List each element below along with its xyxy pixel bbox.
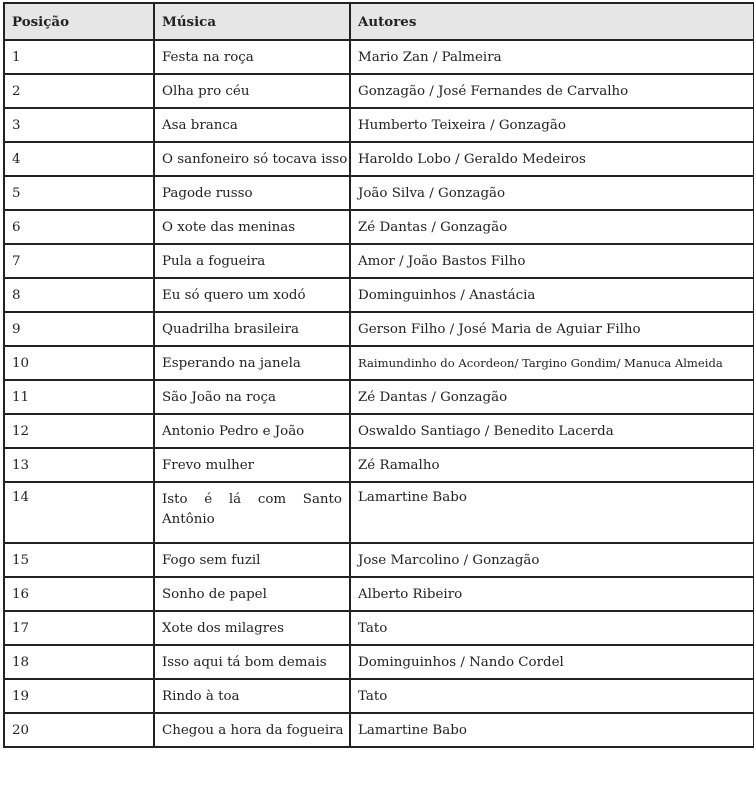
cell-posicao: 8 xyxy=(4,278,154,312)
header-row xyxy=(4,3,754,40)
cell-posicao: 4 xyxy=(4,142,154,176)
table-row xyxy=(4,108,754,142)
cell-autores: Dominguinhos / Nando Cordel xyxy=(350,645,754,679)
cell-autores: Tato xyxy=(350,679,754,713)
cell-autores: Zé Dantas / Gonzagão xyxy=(350,210,754,244)
header-autores: Autores xyxy=(350,3,754,40)
cell-posicao: 17 xyxy=(4,611,154,645)
table-row xyxy=(4,380,754,414)
cell-posicao: 19 xyxy=(4,679,154,713)
cell-autores: Oswaldo Santiago / Benedito Lacerda xyxy=(350,414,754,448)
table-row xyxy=(4,210,754,244)
cell-musica: Quadrilha brasileira xyxy=(154,312,350,346)
cell-posicao: 7 xyxy=(4,244,154,278)
cell-musica: Festa na roça xyxy=(154,40,350,74)
songs-table xyxy=(3,2,754,748)
cell-posicao: 11 xyxy=(4,380,154,414)
table-row xyxy=(4,611,754,645)
cell-posicao: 16 xyxy=(4,577,154,611)
cell-autores: Jose Marcolino / Gonzagão xyxy=(350,543,754,577)
cell-autores: Dominguinhos / Anastácia xyxy=(350,278,754,312)
cell-posicao: 15 xyxy=(4,543,154,577)
cell-musica: O xote das meninas xyxy=(154,210,350,244)
table-row xyxy=(4,645,754,679)
cell-posicao: 1 xyxy=(4,40,154,74)
cell-autores: Zé Dantas / Gonzagão xyxy=(350,380,754,414)
cell-posicao: 18 xyxy=(4,645,154,679)
cell-musica: O sanfoneiro só tocava isso xyxy=(154,142,350,176)
cell-autores: Tato xyxy=(350,611,754,645)
cell-posicao: 12 xyxy=(4,414,154,448)
cell-autores: Gonzagão / José Fernandes de Carvalho xyxy=(350,74,754,108)
table-row xyxy=(4,679,754,713)
cell-musica: Frevo mulher xyxy=(154,448,350,482)
cell-musica: Rindo à toa xyxy=(154,679,350,713)
cell-autores: Alberto Ribeiro xyxy=(350,577,754,611)
cell-musica: Antonio Pedro e João xyxy=(154,414,350,448)
cell-musica: Eu só quero um xodó xyxy=(154,278,350,312)
cell-posicao: 10 xyxy=(4,346,154,380)
cell-musica: Isto é lá com Santo Antônio xyxy=(154,482,350,543)
table-row xyxy=(4,40,754,74)
cell-autores: Amor / João Bastos Filho xyxy=(350,244,754,278)
cell-musica: Pula a fogueira xyxy=(154,244,350,278)
table-row xyxy=(4,176,754,210)
table-row xyxy=(4,414,754,448)
cell-autores: Mario Zan / Palmeira xyxy=(350,40,754,74)
cell-posicao: 14 xyxy=(4,482,154,543)
cell-musica: Asa branca xyxy=(154,108,350,142)
table-row xyxy=(4,448,754,482)
cell-posicao: 3 xyxy=(4,108,154,142)
table-row xyxy=(4,577,754,611)
cell-musica: Xote dos milagres xyxy=(154,611,350,645)
cell-autores: Zé Ramalho xyxy=(350,448,754,482)
cell-musica: Pagode russo xyxy=(154,176,350,210)
cell-posicao: 20 xyxy=(4,713,154,747)
cell-autores: Gerson Filho / José Maria de Aguiar Filho xyxy=(350,312,754,346)
table-row xyxy=(4,543,754,577)
cell-posicao: 9 xyxy=(4,312,154,346)
table-row xyxy=(4,74,754,108)
cell-autores: João Silva / Gonzagão xyxy=(350,176,754,210)
cell-autores: Haroldo Lobo / Geraldo Medeiros xyxy=(350,142,754,176)
cell-musica: São João na roça xyxy=(154,380,350,414)
table-row xyxy=(4,312,754,346)
cell-posicao: 6 xyxy=(4,210,154,244)
header-posicao: Posição xyxy=(4,3,154,40)
cell-autores: Raimundinho do Acordeon/ Targino Gondim/ Manuca Almeida xyxy=(350,346,754,380)
cell-autores: Lamartine Babo xyxy=(350,713,754,747)
cell-musica: Fogo sem fuzil xyxy=(154,543,350,577)
cell-autores: Humberto Teixeira / Gonzagão xyxy=(350,108,754,142)
cell-posicao: 2 xyxy=(4,74,154,108)
table-row xyxy=(4,346,754,380)
table-row xyxy=(4,713,754,747)
cell-posicao: 13 xyxy=(4,448,154,482)
cell-musica: Sonho de papel xyxy=(154,577,350,611)
cell-musica: Esperando na janela xyxy=(154,346,350,380)
table-row xyxy=(4,244,754,278)
cell-musica: Chegou a hora da fogueira xyxy=(154,713,350,747)
table-row xyxy=(4,278,754,312)
cell-posicao: 5 xyxy=(4,176,154,210)
cell-autores: Lamartine Babo xyxy=(350,482,754,543)
cell-musica: Olha pro céu xyxy=(154,74,350,108)
table-row xyxy=(4,482,754,543)
cell-musica: Isso aqui tá bom demais xyxy=(154,645,350,679)
header-musica: Música xyxy=(154,3,350,40)
table-row xyxy=(4,142,754,176)
